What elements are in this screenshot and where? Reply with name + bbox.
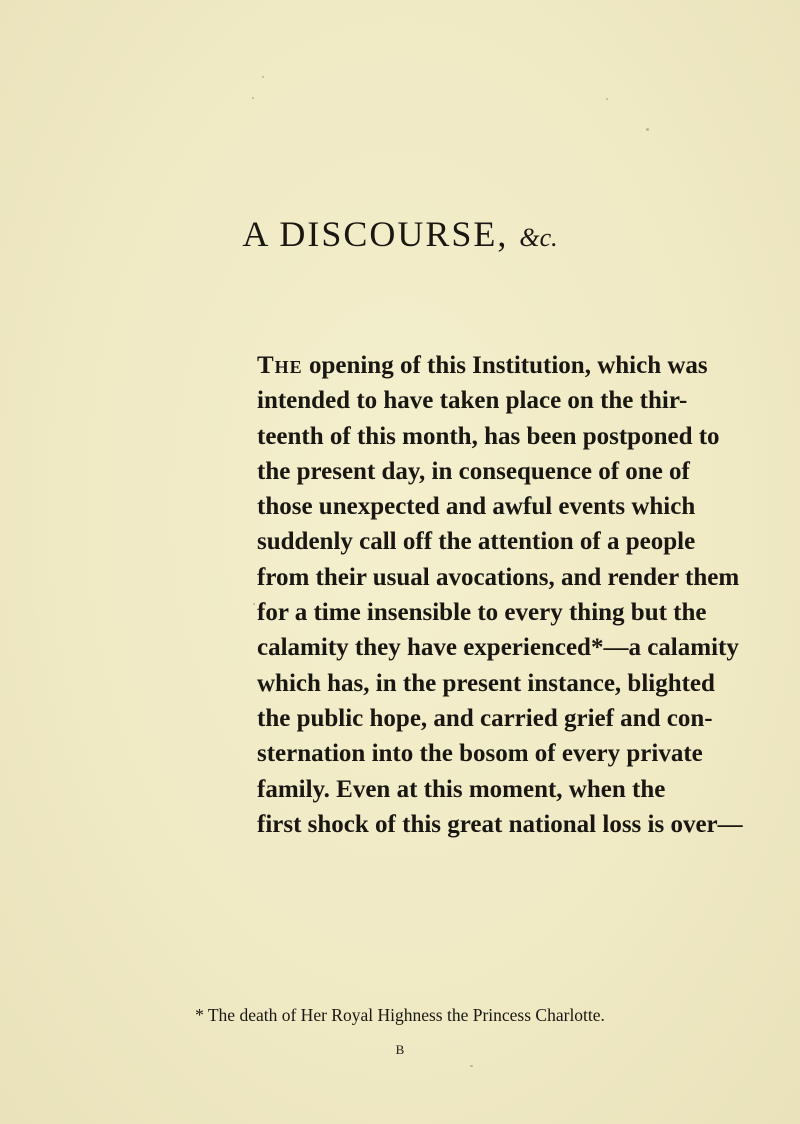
footnote: * The death of Her Royal Highness the Princess Charlotte. (195, 1005, 605, 1025)
paragraph-line: sternation into the bosom of every private (257, 740, 703, 768)
paragraph-line: first shock of this great national loss is over— (257, 810, 743, 838)
paragraph-line: from their usual avocations, and render them (257, 563, 740, 591)
paragraph-line: teenth of this month, has been postponed to (257, 422, 720, 450)
paper-speck (470, 1065, 473, 1067)
discourse-heading (0, 212, 800, 260)
paper-speck (262, 76, 264, 78)
heading-etc: &c. (519, 223, 558, 252)
paragraph-line: the present day, in consequence of one of (257, 457, 690, 485)
paragraph-line: those unexpected and awful events which (257, 493, 696, 521)
paragraph-line: calamity they have experienced*—a calamity (257, 634, 739, 662)
signature-mark: B (395, 1042, 405, 1057)
paper-speck (253, 603, 255, 605)
paragraph-line (257, 348, 708, 383)
paragraph-line: the public hope, and carried grief and con- (257, 704, 713, 732)
paper-speck (646, 128, 649, 131)
line-text: opening of this Institution, which was (302, 352, 708, 379)
opening-word: The (257, 352, 303, 379)
paragraph-line: for a time insensible to every thing but the (257, 599, 707, 627)
heading-title: A DISCOURSE, (242, 214, 509, 254)
paragraph-line: intended to have taken place on the thir- (257, 387, 688, 415)
paragraph-line: family. Even at this moment, when the (257, 775, 666, 803)
paper-speck (252, 97, 254, 99)
paragraph-line: suddenly call off the attention of a people (257, 528, 696, 556)
body-paragraph (257, 348, 743, 842)
paper-speck (606, 98, 608, 100)
paragraph-line: which has, in the present instance, blighted (257, 669, 715, 697)
